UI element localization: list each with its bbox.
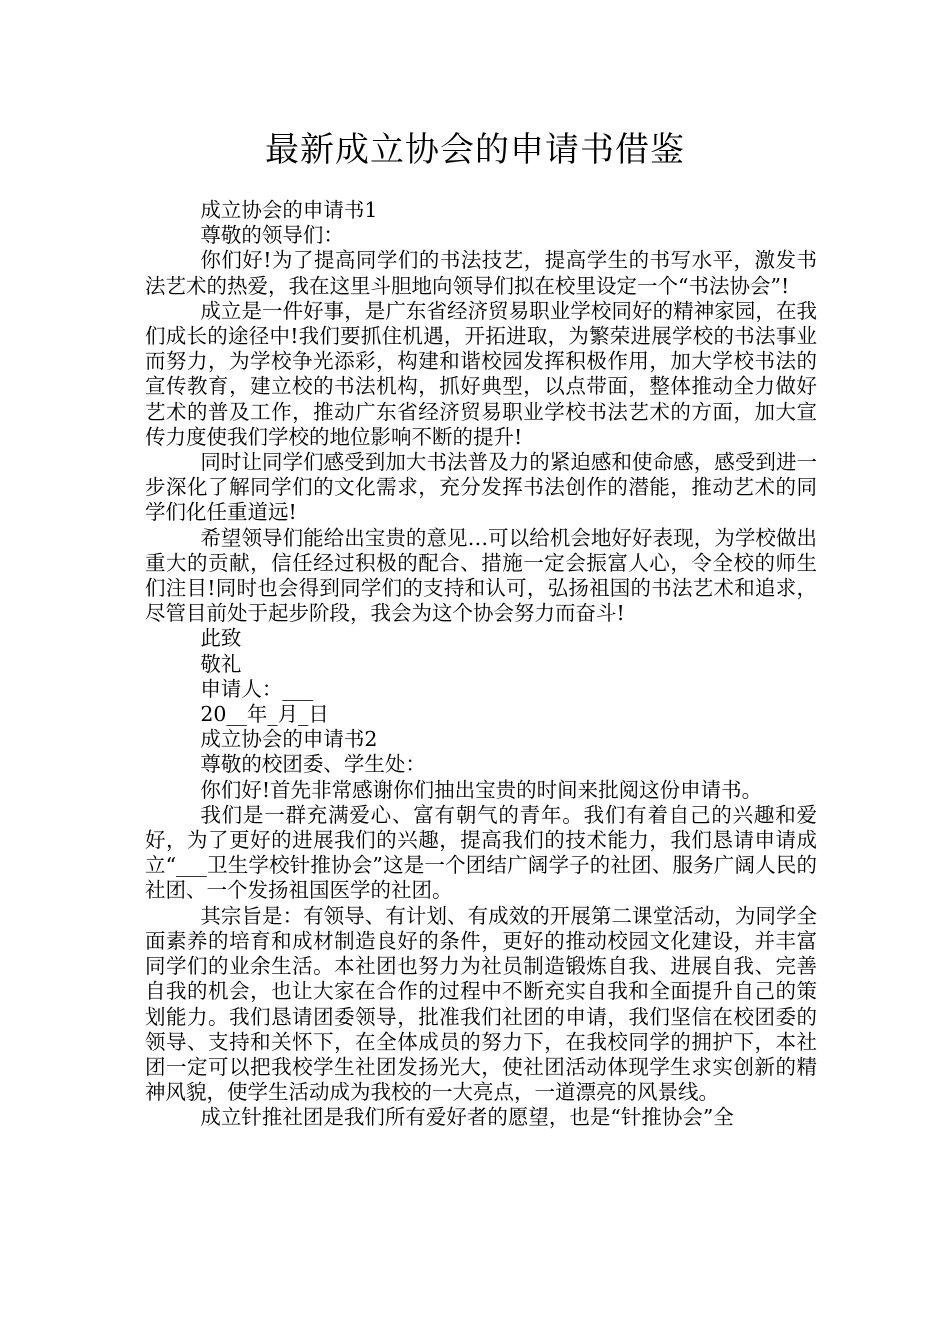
body-paragraph: 同时让同学们感受到加大书法普及力的紧迫感和使命感，感受到进一步深化了解同学们的文化需求，充分发挥书法创作的潜能，推动艺术的同学们化任重道远! bbox=[145, 450, 817, 525]
body-paragraph: 你们好!首先非常感谢你们抽出宝贵的时间来批阅这份申请书。 bbox=[200, 777, 763, 802]
date-line: 20__年_月_日 bbox=[200, 702, 329, 727]
body-paragraph: 成立是一件好事，是广东省经济贸易职业学校同好的精神家园，在我们成长的途径中!我们要抓住机遇，开拓进取，为繁荣进展学校的书法事业而努力，为学校争光添彩，构建和谐校园发挥积极作用，加大学校书法的宣传教育，建立校的书法机构，抓好典型，以点带面，整体推动全力做好艺术的普及工作，推动广东省经济贸易职业学校书法艺术的方面，加大宣传力度使我们学校的地位影响不断的提升! bbox=[145, 298, 817, 449]
body-paragraph: 其宗旨是：有领导、有计划、有成效的开展第二课堂活动，为同学全面素养的培育和成材制造良好的条件，更好的推动校园文化建设，并丰富同学们的业余生活。本社团也努力为社员制造锻炼自我、进展自我、完善自我的机会，也让大家在合作的过程中不断充实自我和全面提升自己的策划能力。我们恳请团委领导，批准我们社团的申请，我们坚信在校团委的领导、支持和关怀下，在全体成员的努力下，在我校同学的拥护下，本社团一定可以把我校学生社团发扬光大，使社团活动体现学生求实创新的精神风貌，使学生活动成为我校的一大亮点，一道漂亮的风景线。 bbox=[145, 903, 817, 1105]
document-body bbox=[145, 198, 817, 1131]
salutation: 尊敬的领导们： bbox=[200, 223, 344, 248]
section-heading-2: 成立协会的申请书2 bbox=[200, 727, 378, 752]
salutation: 尊敬的校团委、学生处： bbox=[200, 752, 426, 777]
body-paragraph: 你们好!为了提高同学们的书法技艺，提高学生的书写水平，激发书法艺术的热爱，我在这里斗胆地向领导们拟在校里设定一个“书法协会”! bbox=[145, 248, 817, 298]
body-paragraph: 希望领导们能给出宝贵的意见…可以给机会地好好表现，为学校做出重大的贡献，信任经过积极的配合、措施一定会振富人心，令全校的师生们注目!同时也会得到同学们的支持和认可，弘扬祖国的书法艺术和追求，尽管目前处于起步阶段，我会为这个协会努力而奋斗! bbox=[145, 525, 817, 626]
applicant-line: 申请人：___ bbox=[200, 676, 314, 701]
document-title: 最新成立协会的申请书借鉴 bbox=[265, 130, 685, 170]
closing-line: 此致 bbox=[200, 626, 242, 651]
body-paragraph: 成立针推社团是我们所有爱好者的愿望，也是“针推协会”全 bbox=[200, 1105, 734, 1130]
closing-line: 敬礼 bbox=[200, 651, 242, 676]
section-heading-1: 成立协会的申请书1 bbox=[200, 198, 378, 222]
body-paragraph: 我们是一群充满爱心、富有朝气的青年。我们有着自己的兴趣和爱好，为了更好的进展我们的兴趣，提高我们的技术能力，我们恳请申请成立“___卫生学校针推协会”这是一个团结广阔学子的社团、服务广阔人民的社团、一个发扬祖国医学的社团。 bbox=[145, 802, 817, 903]
